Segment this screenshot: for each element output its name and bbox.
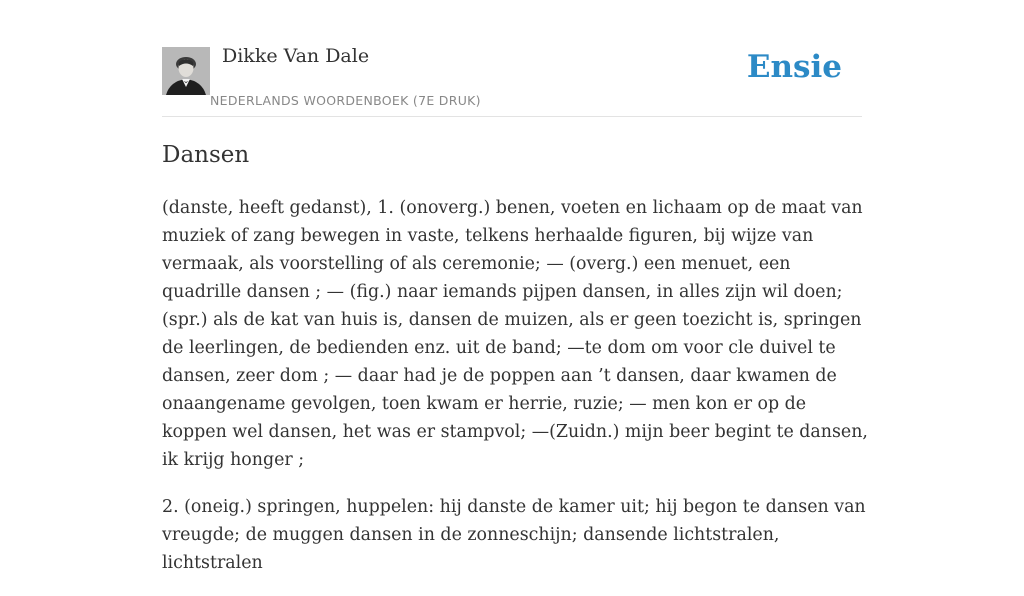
entry-paragraph: 2. (oneig.) springen, huppelen: hij danste de kamer uit; hij begon te dansen van vreugde; de muggen dansen in de zonneschijn; dansende lichtstralen, lichtstralen	[162, 497, 866, 573]
author-portrait-icon	[162, 47, 210, 95]
entry-title: Dansen	[162, 142, 250, 168]
entry-paragraph: (danste, heeft gedanst), 1. (onoverg.) benen, voeten en lichaam op de maat van muziek of zang bewegen in vaste, telkens herhaalde figuren, bij wijze van vermaak, als voorstelling of als ceremonie; — (overg.) een menuet, een quadrille dansen ; — (fig.) naar iemands pijpen dansen, in alles zijn wil doen; (spr.) als de kat van huis is, dansen de muizen, als er geen toezicht is, springen de leerlingen, de bedienden enz. uit de band; —te dom om voor cle duivel te dansen, zeer dom ; — daar had je de poppen aan ’t dansen, daar kwamen de onaangename gevolgen, toen kwam er herrie, ruzie; — men kon er op de koppen wel dansen, het was er stampvol; —(Zuidn.) mijn beer begint te dansen, ik krijg honger ;	[162, 198, 868, 470]
brand-logo[interactable]: Ensie	[746, 49, 842, 85]
page-header	[162, 0, 862, 117]
author-name[interactable]: Dikke Van Dale	[222, 45, 370, 67]
entry-content	[162, 139, 868, 596]
avatar[interactable]	[162, 47, 210, 95]
source-label[interactable]: NEDERLANDS WOORDENBOEK (7E DRUK)	[210, 93, 481, 108]
